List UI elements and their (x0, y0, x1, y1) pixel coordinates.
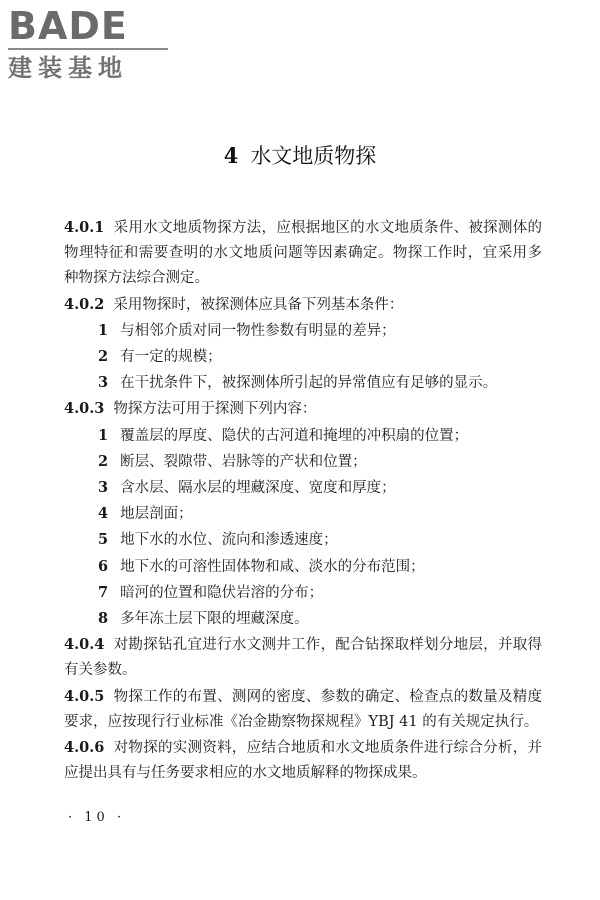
list-item (64, 449, 542, 475)
item-number: 5 (98, 531, 109, 549)
clause-text: 采用物探时，被探测体应具备下列基本条件： (113, 296, 404, 313)
logo-subtitle: 建装基地 (8, 54, 128, 82)
item-number: 7 (98, 583, 109, 601)
clause-number: 4.0.4 (64, 636, 105, 654)
clause-text: 对物探的实测资料，应结合地质和水文地质条件进行综合分析，并应提出具有与任务要求相应的水文地质解释的物探成果。 (64, 740, 542, 782)
clause-text: 对勘探钻孔宜进行水文测井工作，配合钻探取样划分地层，并取得有关参数。 (64, 637, 542, 679)
clause-number: 4.0.2 (64, 295, 105, 313)
clause-4-0-5 (64, 684, 542, 735)
clause-text: 采用水文地质物探方法，应根据地区的水文地质条件、被探测体的物理特征和需要查明的水文地质问题等因素确定。物探工作时，宜采用多种物探方法综合测定。 (64, 220, 542, 287)
item-text: 多年冻土层下限的埋藏深度。 (120, 611, 309, 628)
item-number: 6 (98, 557, 109, 575)
logo-brand: BADE (8, 4, 128, 48)
item-text: 有一定的规模； (120, 349, 222, 366)
chapter-title (0, 143, 600, 169)
clause-4-0-3 (64, 396, 542, 422)
list-item (64, 501, 542, 527)
item-text: 覆盖层的厚度、隐伏的古河道和掩埋的冲积扇的位置； (120, 427, 469, 444)
item-number: 3 (98, 479, 109, 497)
list-item (64, 475, 542, 501)
logo-divider (8, 48, 168, 50)
list-item (64, 580, 542, 606)
list-item (64, 370, 542, 396)
list-item (64, 527, 542, 553)
item-number: 8 (98, 610, 109, 628)
document-body (64, 215, 542, 786)
item-text: 地下水的水位、流向和渗透速度； (120, 532, 338, 549)
list-item (64, 344, 542, 370)
clause-number: 4.0.1 (64, 219, 105, 236)
list-item (64, 318, 542, 344)
clause-text: 物探工作的布置、测网的密度、参数的确定、检查点的数量及精度要求，应按现行行业标准《冶金勘察物探规程》YBJ 41 的有关规定执行。 (64, 688, 542, 730)
clause-4-0-2 (64, 292, 542, 318)
list-item (64, 423, 542, 449)
item-number: 4 (98, 505, 109, 523)
item-text: 断层、裂隙带、岩脉等的产状和位置； (120, 453, 367, 470)
item-number: 1 (98, 426, 109, 444)
page-number: · 10 · (68, 810, 126, 825)
item-number: 2 (98, 452, 109, 470)
item-number: 2 (98, 348, 109, 366)
chapter-number: 4 (223, 143, 239, 168)
clause-number: 4.0.3 (64, 400, 105, 418)
clause-text: 物探方法可用于探测下列内容： (113, 401, 317, 418)
item-number: 3 (98, 374, 109, 392)
item-text: 与相邻介质对同一物性参数有明显的差异； (120, 322, 396, 339)
item-text: 含水层、隔水层的埋藏深度、宽度和厚度； (120, 480, 396, 497)
item-text: 地下水的可溶性固体物和咸、淡水的分布范围； (120, 558, 425, 575)
item-number: 1 (98, 321, 109, 339)
item-text: 暗河的位置和隐伏岩溶的分布； (120, 584, 324, 601)
list-item (64, 554, 542, 580)
clause-4-0-4 (64, 632, 542, 683)
item-text: 在干扰条件下，被探测体所引起的异常值应有足够的显示。 (120, 375, 498, 392)
item-text: 地层剖面； (120, 506, 193, 523)
clause-4-0-1 (64, 215, 542, 292)
clause-4-0-6 (64, 735, 542, 786)
list-item (64, 606, 542, 632)
clause-number: 4.0.6 (64, 739, 105, 757)
chapter-title-text: 水文地质物探 (250, 144, 377, 168)
clause-number: 4.0.5 (64, 687, 105, 705)
bade-logo (8, 6, 178, 82)
